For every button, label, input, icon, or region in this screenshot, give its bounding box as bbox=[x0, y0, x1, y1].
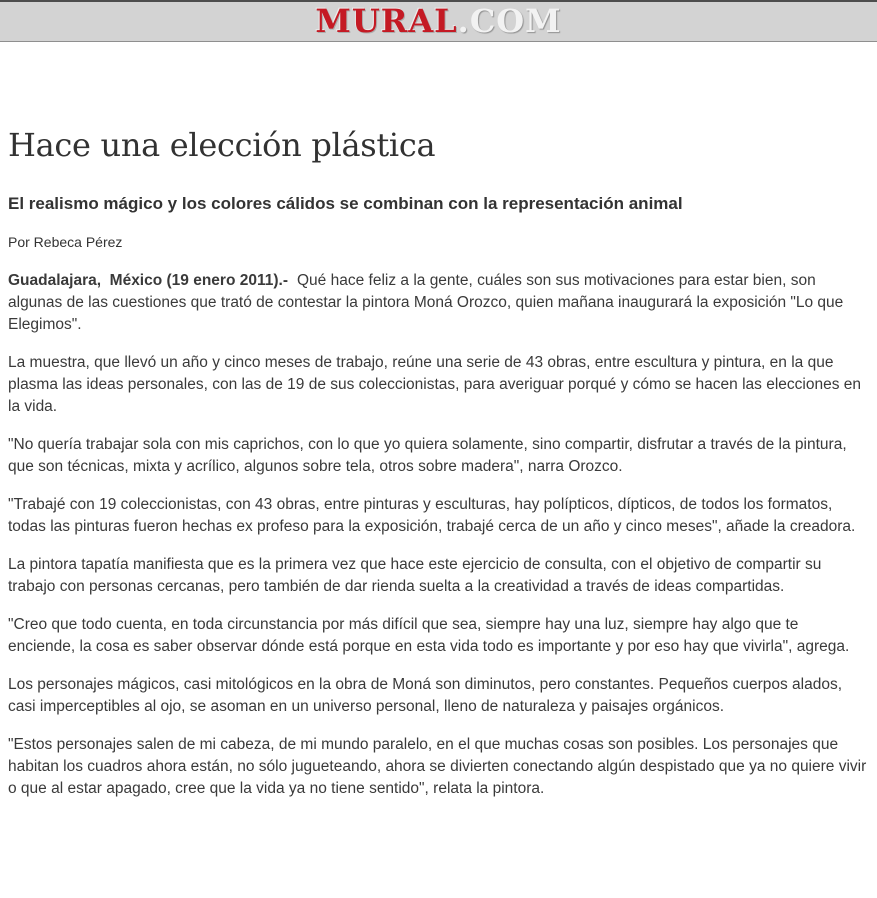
article-content bbox=[0, 42, 877, 800]
mural-logo-dotcom-text: .COM bbox=[457, 2, 562, 40]
article-paragraph: "Trabajé con 19 coleccionistas, con 43 obras, entre pinturas y esculturas, hay polípticos, dípticos, de todos los formatos, todas las pinturas fueron hechas ex profeso para la exposición, trabajé cerca de un año y cinco meses", añade la creadora. bbox=[8, 496, 856, 535]
site-masthead bbox=[0, 0, 877, 42]
article-lead-text: Qué hace feliz a la gente, cuáles son sus motivaciones para estar bien, son algunas de las cuestiones que trató de contestar la pintora Moná Orozco, quien mañana inaugurará la exposición "Lo que Elegimos". bbox=[8, 272, 844, 333]
mural-logo-text: MURAL bbox=[315, 2, 458, 40]
article-paragraph: "No quería trabajar sola con mis caprichos, con lo que yo quiera solamente, sino compartir, disfrutar a través de la pintura, que son técnicas, mixta y acrílico, algunos sobre tela, otros sobre madera", narra Orozco. bbox=[8, 436, 847, 475]
article-dateline: Guadalajara, México (19 enero 2011).- bbox=[8, 272, 288, 289]
article-paragraph: La pintora tapatía manifiesta que es la primera vez que hace este ejercicio de consulta, con el objetivo de compartir su trabajo con personas cercanas, pero también de dar rienda suelta a la creatividad a través de ideas compartidas. bbox=[8, 556, 822, 595]
article-paragraph: "Estos personajes salen de mi cabeza, de mi mundo paralelo, en el que muchas cosas son posibles. Los personajes que habitan los cuadros ahora están, no sólo jugueteando, ahora se divierten conectando algún despistado que ya no quiere vivir o que al estar apagado, cree que la vida ya no tiene sentido", relata la pintora. bbox=[8, 736, 867, 797]
article-paragraph: La muestra, que llevó un año y cinco meses de trabajo, reúne una serie de 43 obras, entre escultura y pintura, en la que plasma las ideas personales, con las de 19 de sus coleccionistas, para averiguar porqué y cómo se hacen las elecciones en la vida. bbox=[8, 354, 861, 415]
article-lead-paragraph bbox=[8, 270, 869, 336]
article-paragraph: Los personajes mágicos, casi mitológicos en la obra de Moná son diminutos, pero constantes. Pequeños cuerpos alados, casi imperceptibles al ojo, se asoman en un universo personal, lleno de naturaleza y paisajes orgánicos. bbox=[8, 676, 843, 715]
article-paragraph: "Creo que todo cuenta, en toda circunstancia por más difícil que sea, siempre hay una luz, siempre hay algo que te enciende, la cosa es saber observar dónde está porque en esta vida todo es importante y por eso hay que vivirla", agrega. bbox=[8, 616, 850, 655]
mural-logo[interactable] bbox=[315, 2, 561, 41]
article-byline: Por Rebeca Pérez bbox=[8, 234, 123, 250]
article-subheadline: El realismo mágico y los colores cálidos se combinan con la representación animal bbox=[8, 194, 683, 213]
article-headline: Hace una elección plástica bbox=[8, 126, 436, 164]
